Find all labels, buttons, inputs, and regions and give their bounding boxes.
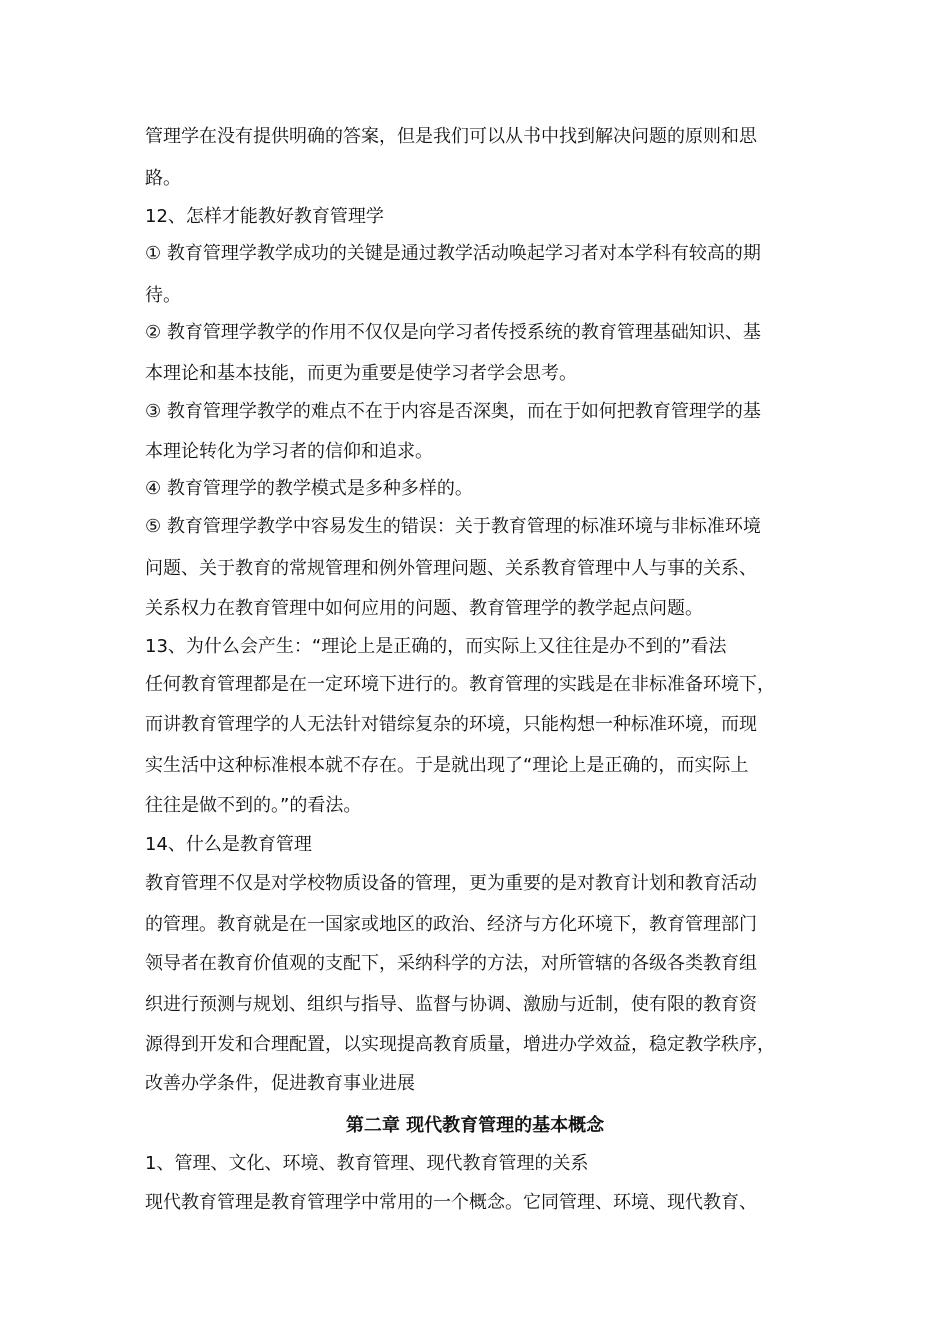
text-line: 问题、关于教育的常规管理和例外管理问题、关系教育管理中人与事的关系、 <box>145 558 757 579</box>
section-heading-14: 14、什么是教育管理 <box>145 834 312 855</box>
text-line: 待。 <box>145 285 181 306</box>
text-line: 关系权力在教育管理中如何应用的问题、教育管理学的教学起点问题。 <box>145 598 703 619</box>
text-line: 往往是做不到的。”的看法。 <box>145 795 362 816</box>
list-item-1: ① 教育管理学教学成功的关键是通过教学活动唤起学习者对本学科有较高的期 <box>145 243 761 264</box>
text-line: 路。 <box>145 168 181 189</box>
list-item-3: ③ 教育管理学教学的难点不在于内容是否深奥，而在于如何把教育管理学的基 <box>145 401 761 422</box>
section-heading-13: 13、为什么会产生：“理论上是正确的，而实际上又往往是办不到的”看法 <box>145 636 727 657</box>
list-item-2: ② 教育管理学教学的作用不仅仅是向学习者传授系统的教育管理基础知识、基 <box>145 322 761 343</box>
list-item-5: ⑤ 教育管理学教学中容易发生的错误：关于教育管理的标准环境与非标准环境 <box>145 516 761 537</box>
section-heading-12: 12、怎样才能教好教育管理学 <box>145 206 384 227</box>
text-line: 教育管理不仅是对学校物质设备的管理，更为重要的是对教育计划和教育活动 <box>145 873 757 894</box>
text-line: 织进行预测与规划、组织与指导、监督与协调、激励与近制，使有限的教育资 <box>145 994 757 1015</box>
text-line: 实生活中这种标准根本就不存在。于是就出现了“理论上是正确的，而实际上 <box>145 755 749 776</box>
text-line: 领导者在教育价值观的支配下，采纳科学的方法，对所管辖的各级各类教育组 <box>145 953 757 974</box>
text-line: 的管理。教育就是在一国家或地区的政治、经济与方化环境下，教育管理部门 <box>145 914 757 935</box>
text-line: 管理学在没有提供明确的答案，但是我们可以从书中找到解决问题的原则和思 <box>145 126 757 147</box>
text-line: 本理论和基本技能，而更为重要是使学习者学会思考。 <box>145 363 577 384</box>
text-line: 而讲教育管理学的人无法针对错综复杂的环境，只能构想一种标准环境，而现 <box>145 714 757 735</box>
list-item-4: ④ 教育管理学的教学模式是多种多样的。 <box>145 478 473 499</box>
text-line: 本理论转化为学习者的信仰和追求。 <box>145 441 433 462</box>
section-heading-1: 1、管理、文化、环境、教育管理、现代教育管理的关系 <box>145 1153 589 1174</box>
text-line: 任何教育管理都是在一定环境下进行的。教育管理的实践是在非标准备环境下， <box>145 674 775 695</box>
chapter-title: 第二章 现代教育管理的基本概念 <box>345 1115 605 1136</box>
text-line: 改善办学条件，促进教育事业进展 <box>145 1073 415 1094</box>
text-line: 源得到开发和合理配置，以实现提高教育质量，增进办学效益，稳定教学秩序， <box>145 1034 775 1055</box>
text-line: 现代教育管理是教育管理学中常用的一个概念。它同管理、环境、现代教育、 <box>145 1192 757 1213</box>
